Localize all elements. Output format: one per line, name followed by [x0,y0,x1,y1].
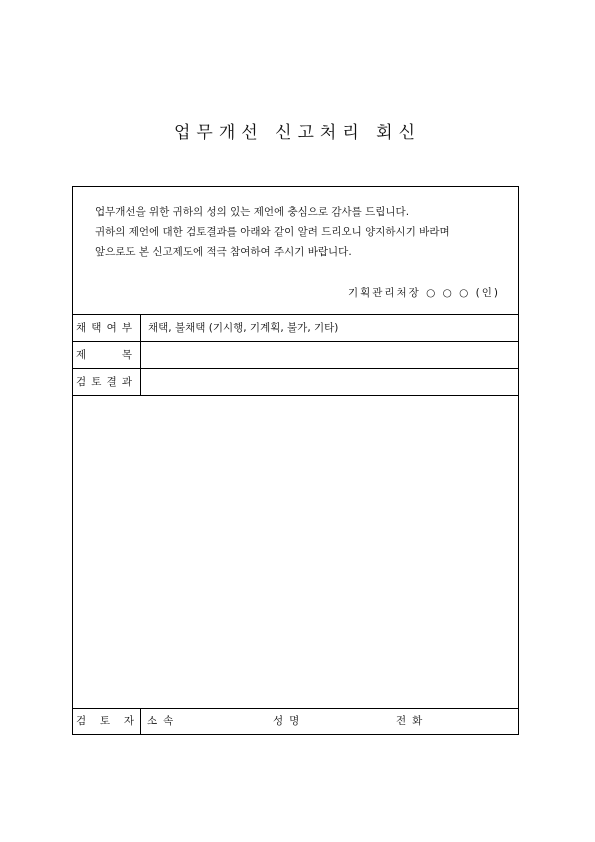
reviewer-row [73,709,518,734]
reviewer-label [73,709,141,734]
adoption-row [73,315,518,342]
phone-field[interactable]: 전화 [396,715,429,727]
label-char: 제 [76,349,90,361]
adoption-label [73,315,141,341]
label-char: 자 [123,715,134,727]
label-char: 토 [99,715,111,727]
review-result-label [73,369,141,395]
intro-line-2: 귀하의 제언에 대한 검토결과를 아래와 같이 알려 드리오니 양지하시기 바라며 [95,226,450,238]
label-char: 목 [121,349,135,361]
subject-row [73,342,518,369]
signer-line: 기획관리처장 ○ ○ ○ (인) [347,287,500,299]
document-title: 업무개선 신고처리 회신 [173,123,422,143]
review-content-area[interactable] [73,396,518,709]
label-char: 과 [121,376,135,388]
intro-section [73,187,518,315]
affiliation-field[interactable]: 소속 [147,715,180,727]
label-char: 결 [106,376,120,388]
label-char: 검 [76,715,87,727]
label-char: 토 [91,376,105,388]
label-char: 채 [76,322,90,334]
label-char: 여 [106,322,120,334]
adoption-value[interactable]: 채택, 불채택 (기시행, 기계획, 불가, 기타) [148,322,339,334]
label-char: 검 [76,376,90,388]
review-result-row [73,369,518,396]
label-char: 택 [91,322,105,334]
name-field[interactable]: 성명 [273,715,306,727]
label-char: 부 [121,322,135,334]
subject-label [73,342,141,368]
intro-line-3: 앞으로도 본 신고제도에 적극 참여하여 주시기 바랍니다. [95,246,352,258]
reply-form [72,186,519,735]
intro-line-1: 업무개선을 위한 귀하의 성의 있는 제언에 충심으로 감사를 드립니다. [95,206,410,218]
